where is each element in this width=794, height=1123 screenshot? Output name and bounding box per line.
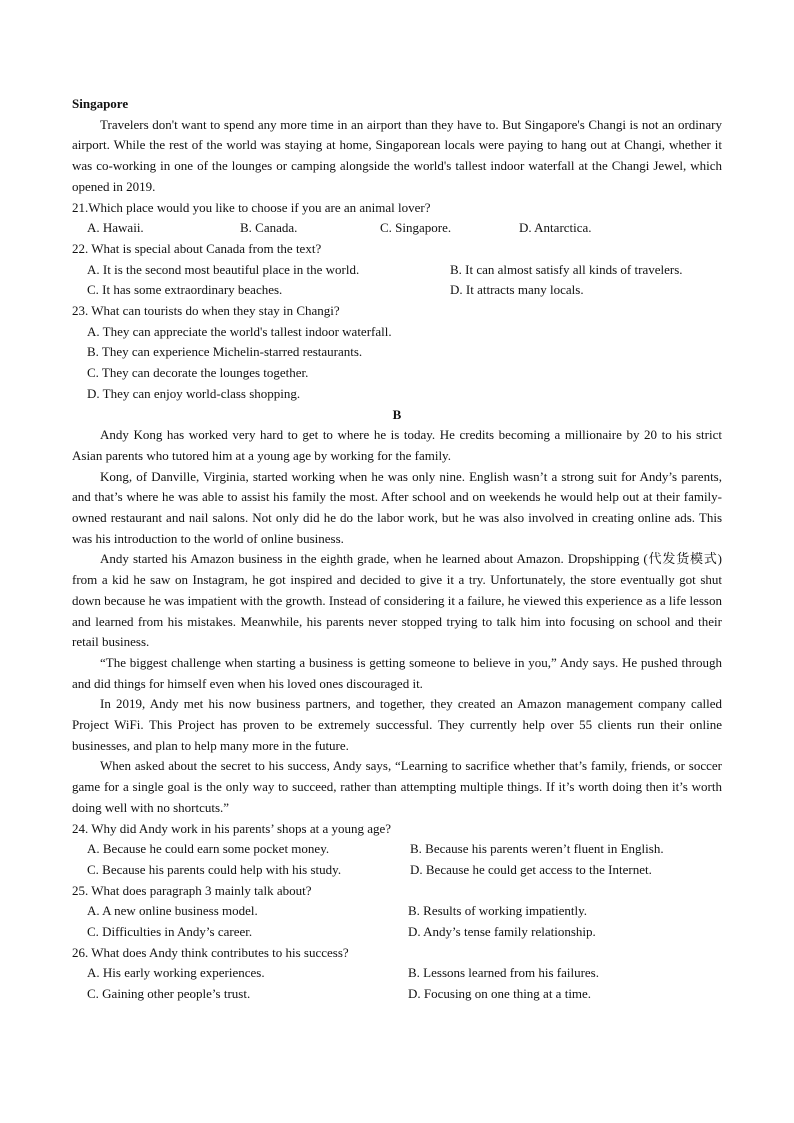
passage-paragraph: Andy started his Amazon business in the eighth grade, when he learned about Amazon. Dropshipping (代发货模式) from a kid he saw on Instagram, he got inspired and decided to give it a try. Unfortunately, the store eventually got shut down because he was impatient with the growth. Instead of considering it a failure, he viewed this experience as a life lesson and learned from his mistakes. Meanwhile, his parents never stopped trying to talk him into focusing on school and their retail business. <box>72 551 722 650</box>
option-c: C. It has some extraordinary beaches. <box>87 282 283 298</box>
passage-paragraph: Travelers don't want to spend any more time in an airport than they have to. But Singapore's Changi is not an ordinary airport. While the rest of the world was staying at home, Singaporean locals were paying to hang out at Changi, whether it was co-working in one of the lounges or camping alongside the world's tallest indoor waterfall at the Changi Jewel, which opened in 2019. <box>72 116 722 194</box>
section-heading-b: B <box>392 406 402 422</box>
passage-paragraph: Andy Kong has worked very hard to get to where he is today. He credits becoming a millionaire by 20 to his strict Asian parents who tutored him at a young age by working for the family. <box>72 427 722 463</box>
option-a: A. Hawaii. <box>87 220 144 236</box>
option-b: B. It can almost satisfy all kinds of travelers. <box>450 261 683 277</box>
section-title: Singapore <box>72 96 129 111</box>
option-c: C. Because his parents could help with his study. <box>87 861 342 877</box>
question-25-options-row1 <box>72 901 722 922</box>
option-b: B. They can experience Michelin-starred restaurants. <box>87 344 363 360</box>
option-b: B. Because his parents weren’t fluent in English. <box>410 841 664 857</box>
option-c: C. Gaining other people’s trust. <box>87 986 251 1002</box>
question-25: 25. What does paragraph 3 mainly talk about? <box>72 882 312 898</box>
option-b: B. Lessons learned from his failures. <box>408 965 599 981</box>
passage-paragraph: “The biggest challenge when starting a business is getting someone to believe in you,” Andy says. He pushed through and did things for himself even when his loved ones discouraged it. <box>72 654 722 691</box>
question-26-options-row1 <box>72 963 722 984</box>
option-a: A. Because he could earn some pocket money. <box>87 841 330 857</box>
question-26-options-row2 <box>72 984 722 1005</box>
question-22-options-row1 <box>72 260 722 281</box>
option-a: A. They can appreciate the world's tallest indoor waterfall. <box>87 323 392 339</box>
passage-paragraph: Kong, of Danville, Virginia, started working when he was only nine. English wasn’t a strong suit for Andy’s parents, and that’s where he was able to assist his family the most. After school and on weekends he would help out at their family-owned restaurant and nail salons. Not only did he do the labor work, but he was also involved in creating online ads. This was his introduction to the world of online business. <box>72 468 722 546</box>
question-26: 26. What does Andy think contributes to his success? <box>72 944 349 960</box>
option-a: A. A new online business model. <box>87 903 258 919</box>
question-21-options <box>72 218 722 239</box>
question-22-options-row2 <box>72 280 722 301</box>
question-21: 21.Which place would you like to choose if you are an animal lover? <box>72 199 431 215</box>
option-d: D. It attracts many locals. <box>450 282 584 298</box>
option-a: A. It is the second most beautiful place in the world. <box>87 261 360 277</box>
option-d: D. Andy’s tense family relationship. <box>408 924 596 940</box>
passage-paragraph: In 2019, Andy met his now business partners, and together, they created an Amazon management company called Project WiFi. This Project has proven to be extremely successful. They currently help over 55 clients run their online businesses, and plan to help many more in the future. <box>72 696 722 753</box>
question-24: 24. Why did Andy work in his parents’ shops at a young age? <box>72 820 392 836</box>
question-24-options-row1 <box>72 839 722 860</box>
passage-paragraph: When asked about the secret to his success, Andy says, “Learning to sacrifice whether that’s family, friends, or soccer game for a single goal is the only way to succeed, rather than attempting multiple things. If it’s worth doing then it’s worth doing well with no shortcuts.” <box>72 758 722 815</box>
option-d: D. Because he could get access to the Internet. <box>410 861 652 877</box>
question-25-options-row2 <box>72 922 722 943</box>
option-b: B. Results of working impatiently. <box>408 903 587 919</box>
option-d: D. They can enjoy world-class shopping. <box>87 385 301 401</box>
question-23: 23. What can tourists do when they stay in Changi? <box>72 302 340 318</box>
option-c: C. Singapore. <box>380 220 452 236</box>
option-d: D. Antarctica. <box>519 220 592 236</box>
option-b: B. Canada. <box>240 220 298 236</box>
question-24-options-row2 <box>72 860 722 881</box>
option-a: A. His early working experiences. <box>87 965 265 981</box>
option-d: D. Focusing on one thing at a time. <box>408 986 592 1002</box>
document-page <box>72 94 722 1005</box>
option-c: C. Difficulties in Andy’s career. <box>87 924 253 940</box>
question-22: 22. What is special about Canada from the text? <box>72 240 322 256</box>
option-c: C. They can decorate the lounges together. <box>87 365 309 381</box>
